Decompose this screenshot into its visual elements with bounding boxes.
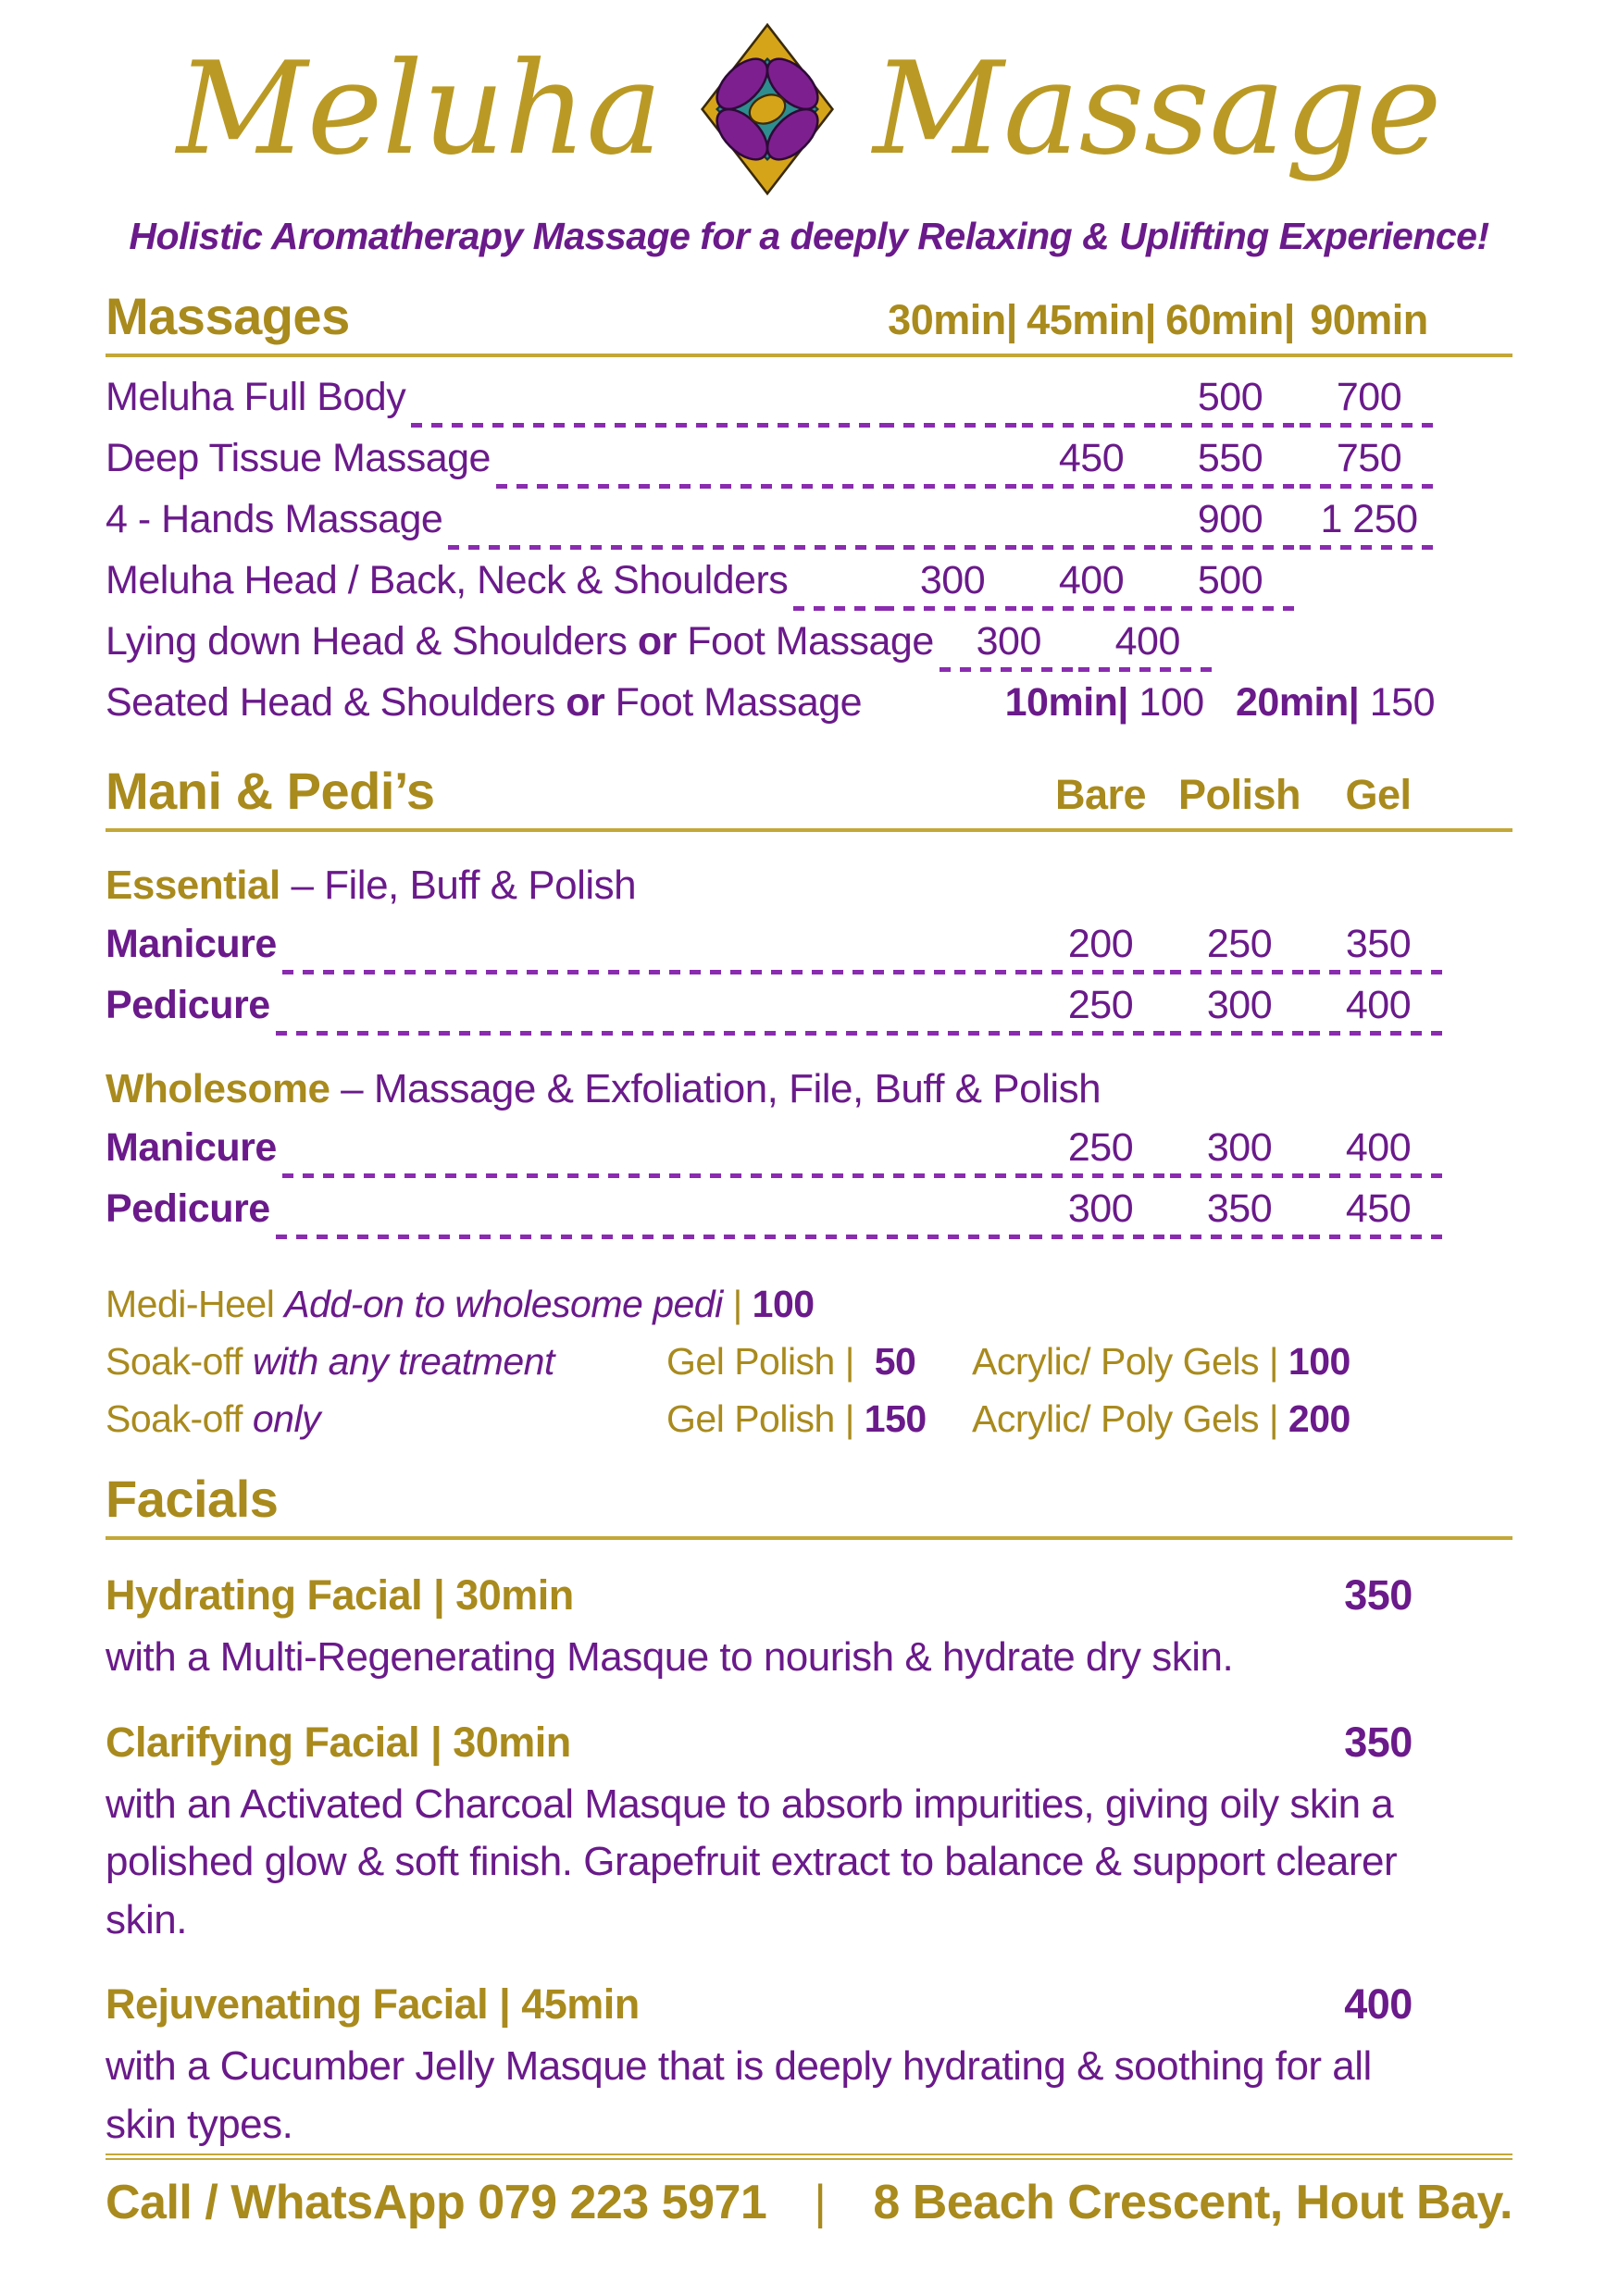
text-segment: 4 - Hands Massage: [106, 496, 443, 541]
mani-pedi-groups: [106, 832, 1512, 1240]
price-cell: [1170, 913, 1309, 974]
price-value: 400: [1058, 557, 1125, 602]
price-cell: [940, 611, 1078, 672]
inline-prices: [1005, 680, 1435, 733]
column-header-60min: 60min|: [1165, 295, 1295, 343]
price-cells: [940, 611, 1495, 672]
text-segment: Deep Tissue Massage: [106, 435, 491, 480]
text-segment: Gel Polish |: [666, 1340, 865, 1384]
price-row: [106, 489, 1512, 550]
price-cell: [1309, 1178, 1448, 1239]
text-segment: 100: [752, 1283, 815, 1326]
brand-header: [106, 19, 1512, 200]
facial-item-header: [106, 1980, 1512, 2029]
price-cell: [1300, 550, 1438, 611]
facial-name: Clarifying Facial | 30min: [106, 1718, 571, 1766]
brand-name-right: Massage: [873, 34, 1442, 183]
group-name: Essential: [106, 862, 280, 908]
price-cell: [883, 366, 1022, 428]
item-label: [106, 922, 277, 974]
text-segment: 100: [1127, 679, 1236, 725]
group-rows: [106, 1117, 1512, 1239]
dotted-leader: [276, 974, 1031, 1036]
price-value: 1 250: [1320, 496, 1418, 541]
column-header-45min: 45min|: [1027, 295, 1156, 343]
column-header-90min: 90min: [1310, 295, 1428, 343]
brand-name-left: Meluha: [176, 34, 663, 183]
price-cell: [1031, 913, 1170, 974]
footer-separator: |: [814, 2175, 827, 2229]
footer-address: 8 Beach Crescent, Hout Bay.: [873, 2175, 1512, 2229]
text-segment: |: [732, 1283, 753, 1326]
price-cell: [1161, 489, 1300, 550]
text-segment: Gel Polish |: [666, 1397, 865, 1441]
text-segment: 10min|: [1004, 679, 1128, 725]
mani-pedi-section-header: [106, 761, 1512, 832]
price-cell: [1309, 1117, 1448, 1178]
price-value: 250: [1067, 1125, 1134, 1171]
price-row: [106, 428, 1512, 489]
dotted-leader: [496, 428, 883, 489]
price-cell: [1300, 428, 1438, 489]
text-segment: or: [566, 679, 605, 725]
group-rows: [106, 913, 1512, 1036]
addon-cell: [972, 1397, 1512, 1441]
facial-description: with an Activated Charcoal Masque to absorb impurities, giving oily skin a polished glow & soft finish. Grapefruit extract to balance & support clearer skin.: [106, 1781, 1398, 1942]
item-label: [106, 436, 491, 489]
text-segment: 20min|: [1235, 679, 1360, 725]
price-cell: [1300, 366, 1438, 428]
price-value: 250: [1206, 921, 1273, 966]
price-value: 250: [1067, 982, 1134, 1027]
price-cells: [883, 428, 1438, 489]
price-value: 200: [1067, 921, 1134, 966]
price-cell: [883, 428, 1022, 489]
text-segment: Medi-Heel: [106, 1283, 285, 1326]
price-row: [106, 366, 1512, 428]
price-row: [106, 672, 1512, 733]
price-cell: [1022, 428, 1161, 489]
price-cells: [1031, 1178, 1448, 1239]
price-cell: [1161, 550, 1300, 611]
text-segment: 150: [864, 1397, 927, 1441]
massages-section-header: [106, 287, 1512, 357]
tagline: Holistic Aromatherapy Massage for a deeply Relaxing & Uplifting Experience!: [129, 215, 1489, 257]
price-value: 700: [1336, 374, 1402, 419]
addon-cell: [972, 1340, 1512, 1384]
text-segment: Foot Massage: [604, 679, 863, 725]
facial-name: Rejuvenating Facial | 45min: [106, 1980, 640, 2029]
price-cells: [883, 366, 1438, 428]
dotted-leader: [411, 366, 883, 428]
facial-item-clarifying: [106, 1719, 1512, 1949]
text-segment: Lying down Head & Shoulders: [106, 618, 638, 664]
price-value: 300: [1206, 1125, 1273, 1171]
price-value: 500: [1197, 557, 1263, 602]
group-title: [106, 1067, 1512, 1111]
price-value: 300: [1067, 1186, 1134, 1232]
column-header-polish: Polish: [1177, 770, 1301, 818]
price-value: 350: [1345, 921, 1412, 966]
text-segment: Manicure: [106, 1125, 277, 1171]
price-cell: [1170, 974, 1309, 1036]
price-value: 300: [919, 557, 986, 602]
item-label: [106, 558, 788, 611]
price-value: 900: [1197, 496, 1263, 541]
price-cells: [883, 550, 1438, 611]
price-cell: [1300, 489, 1438, 550]
price-row: [106, 913, 1512, 974]
item-label: [106, 375, 405, 428]
price-cells: [1031, 1117, 1448, 1178]
price-cells: [883, 489, 1438, 550]
facial-price: 350: [1344, 1571, 1413, 1620]
facial-item-hydrating: [106, 1571, 1512, 1686]
facials-section-header: [106, 1472, 1512, 1540]
price-cell: [1356, 611, 1495, 672]
item-label: [106, 1125, 277, 1178]
price-cell: [883, 489, 1022, 550]
mani-pedi-addons: [106, 1269, 1512, 1441]
facials-title: Facials: [106, 1470, 279, 1529]
group-name: Wholesome: [106, 1065, 330, 1111]
item-label: [106, 680, 862, 733]
price-cell: [1161, 428, 1300, 489]
price-value: 750: [1336, 435, 1402, 480]
dotted-leader: [793, 550, 883, 611]
price-cells: [1031, 974, 1448, 1036]
price-cell: [1078, 611, 1217, 672]
price-cell: [1161, 366, 1300, 428]
text-segment: Pedicure: [106, 982, 270, 1027]
facial-price: 400: [1344, 1980, 1413, 2029]
text-segment: Meluha Head / Back, Neck & Shoulders: [106, 557, 789, 602]
column-header-bare: Bare: [1054, 770, 1147, 818]
massages-title: Massages: [106, 287, 350, 345]
price-value: 400: [1345, 1125, 1412, 1171]
price-row: [106, 550, 1512, 611]
facial-name: Hydrating Facial | 30min: [106, 1571, 574, 1620]
text-segment: Soak-off: [106, 1397, 253, 1441]
column-header-gel: Gel: [1345, 770, 1412, 818]
price-row: [106, 974, 1512, 1036]
text-segment: 100: [1288, 1340, 1350, 1384]
addon-cell: [106, 1283, 815, 1326]
price-value: 400: [1114, 618, 1180, 664]
price-value: 400: [1345, 982, 1412, 1027]
flower-emblem-icon: [693, 19, 841, 200]
addon-cell: [106, 1340, 666, 1384]
text-segment: Meluha Full Body: [106, 374, 406, 419]
massages-price-list: [106, 366, 1512, 733]
item-label: [106, 497, 442, 550]
text-segment: Add-on to wholesome pedi: [284, 1283, 733, 1326]
dotted-leader: [282, 1117, 1031, 1178]
price-cell: [883, 550, 1022, 611]
price-value: 500: [1197, 374, 1263, 419]
text-segment: Soak-off: [106, 1340, 253, 1384]
price-cells: [1031, 913, 1448, 974]
text-segment: Pedicure: [106, 1186, 270, 1232]
facial-price: 350: [1344, 1718, 1413, 1766]
addon-cell: [106, 1397, 666, 1441]
addon-cell: [666, 1340, 972, 1384]
price-cell: [1022, 489, 1161, 550]
facial-item-header: [106, 1571, 1512, 1620]
facial-item-rejuvenating: [106, 1980, 1512, 2153]
price-value: 450: [1058, 435, 1125, 480]
text-segment: 200: [1288, 1397, 1350, 1441]
facial-description: with a Cucumber Jelly Masque that is deeply hydrating & soothing for all skin types.: [106, 2043, 1372, 2147]
facial-description: with a Multi-Regenerating Masque to nourish & hydrate dry skin.: [106, 1634, 1234, 1681]
price-cell: [1031, 974, 1170, 1036]
addon-row: [106, 1326, 1512, 1384]
dotted-leader: [282, 913, 1031, 974]
price-value: 300: [1206, 982, 1273, 1027]
text-segment: Manicure: [106, 921, 277, 966]
price-value: 550: [1197, 435, 1263, 480]
contact-footer: [106, 2153, 1512, 2230]
price-cell: [1022, 550, 1161, 611]
item-label: [106, 1186, 270, 1239]
price-row: [106, 1178, 1512, 1239]
price-cell: [1309, 974, 1448, 1036]
price-cell: [1170, 1117, 1309, 1178]
addon-cell: [666, 1397, 972, 1441]
price-value: 350: [1206, 1186, 1273, 1232]
mani-pedi-title: Mani & Pedi’s: [106, 761, 435, 820]
price-row: [106, 1117, 1512, 1178]
addon-row: [106, 1384, 1512, 1441]
price-cell: [1031, 1117, 1170, 1178]
price-value: 450: [1345, 1186, 1412, 1232]
price-cell: [1170, 1178, 1309, 1239]
price-cell: [1022, 366, 1161, 428]
item-label: [106, 983, 270, 1036]
text-segment: only: [252, 1397, 321, 1441]
text-segment: 150: [1359, 679, 1435, 725]
price-value: 300: [976, 618, 1041, 664]
text-segment: Acrylic/ Poly Gels |: [972, 1397, 1288, 1441]
column-header-30min: 30min|: [888, 295, 1017, 343]
massages-column-headers: [883, 296, 1438, 344]
dotted-leader: [276, 1178, 1031, 1239]
addon-row: [106, 1269, 1512, 1326]
group-title: [106, 863, 1512, 908]
text-segment: or: [637, 618, 677, 664]
dotted-leader: [448, 489, 883, 550]
text-segment: 50: [864, 1340, 916, 1384]
item-label: [106, 619, 934, 672]
price-cell: [1309, 913, 1448, 974]
facial-item-header: [106, 1719, 1512, 1767]
footer-phone: Call / WhatsApp 079 223 5971: [106, 2175, 767, 2229]
group-description: – File, Buff & Polish: [280, 862, 637, 908]
group-description: – Massage & Exfoliation, File, Buff & Polish: [330, 1065, 1101, 1111]
price-cell: [1217, 611, 1356, 672]
text-segment: with any treatment: [252, 1340, 554, 1384]
price-row: [106, 611, 1512, 672]
mani-pedi-column-headers: [1031, 771, 1448, 819]
text-segment: Foot Massage: [676, 618, 934, 664]
text-segment: Acrylic/ Poly Gels |: [972, 1340, 1288, 1384]
text-segment: Seated Head & Shoulders: [106, 679, 566, 725]
price-cell: [1031, 1178, 1170, 1239]
